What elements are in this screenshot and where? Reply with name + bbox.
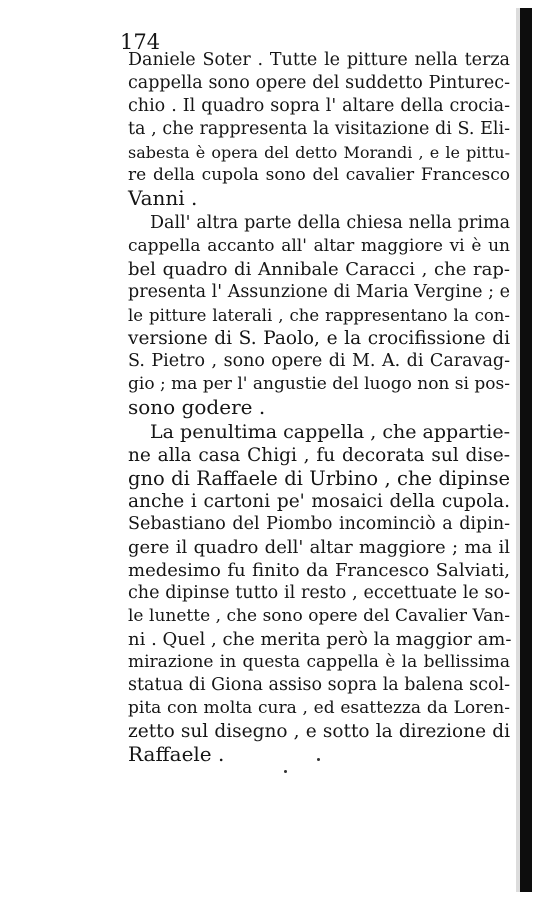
page-number: 174 <box>120 30 161 54</box>
text-line: Sebastiano del Piombo incominciò a dipin- <box>128 514 510 534</box>
text-line: ne alla casa Chigi , fu decorata sul dise- <box>128 445 510 466</box>
text-line: medesimo fu finito da Francesco Salviati, <box>128 560 510 581</box>
text-line: presenta l' Assunzione di Maria Vergine ; e <box>128 282 510 302</box>
text-line: ta , che rappresenta la visitazione di S. Eli- <box>128 119 510 139</box>
text-line: statua di Giona assiso sopra la balena scol- <box>128 675 510 695</box>
text-line: versione di S. Paolo, e la crocifissione di <box>128 328 510 349</box>
text-line: zetto sul disegno , e sotto la direzione di <box>128 721 510 742</box>
text-line: pita con molta cura , ed esattezza da Loren- <box>128 698 510 718</box>
text-line: Vanni . <box>128 186 198 210</box>
text-line: S. Pietro , sono opere di M. A. di Caravag- <box>128 351 510 371</box>
text-line: gere il quadro dell' altar maggiore ; ma il <box>128 537 510 558</box>
text-line: Daniele Soter . Tutte le pitture nella terza <box>128 50 510 70</box>
text-line: che dipinse tutto il resto , eccettuate le so- <box>128 583 510 603</box>
text-line: Raffaele . <box>128 742 225 766</box>
text-line: cappella sono opere del suddetto Pinturec- <box>128 73 510 93</box>
text-line: gno di Raffaele di Urbino , che dipinse <box>128 467 510 490</box>
text-line: Dall' altra parte della chiesa nella prima <box>150 213 510 233</box>
text-line: mirazione in questa cappella è la bellissima <box>128 652 510 672</box>
text-line: La penultima cappella , che appartie- <box>150 421 510 443</box>
ink-speck <box>317 758 320 761</box>
text-line: anche i cartoni pe' mosaici della cupola. <box>128 491 510 512</box>
page-edge <box>520 8 532 892</box>
body-text <box>128 49 510 766</box>
text-line: ni . Quel , che merita però la maggior am- <box>128 629 512 650</box>
text-line: le lunette , che sono opere del Cavalier Van- <box>128 606 510 626</box>
text-line: cappella accanto all' altar maggiore vi è un <box>128 236 510 256</box>
text-line: sabesta è opera del detto Morandi , e le pittu- <box>128 143 510 162</box>
text-line: re della cupola sono del cavalier Francesco <box>128 165 510 185</box>
text-line: chio . Il quadro sopra l' altare della crocia- <box>128 96 510 116</box>
text-line: bel quadro di Annibale Caracci , che rap- <box>128 259 510 280</box>
text-line: le pitture laterali , che rappresentano la con- <box>128 306 510 325</box>
text-line: sono godere . <box>128 395 266 419</box>
ink-speck <box>284 770 287 773</box>
text-line: gio ; ma per l' angustie del luogo non si pos- <box>128 374 510 394</box>
